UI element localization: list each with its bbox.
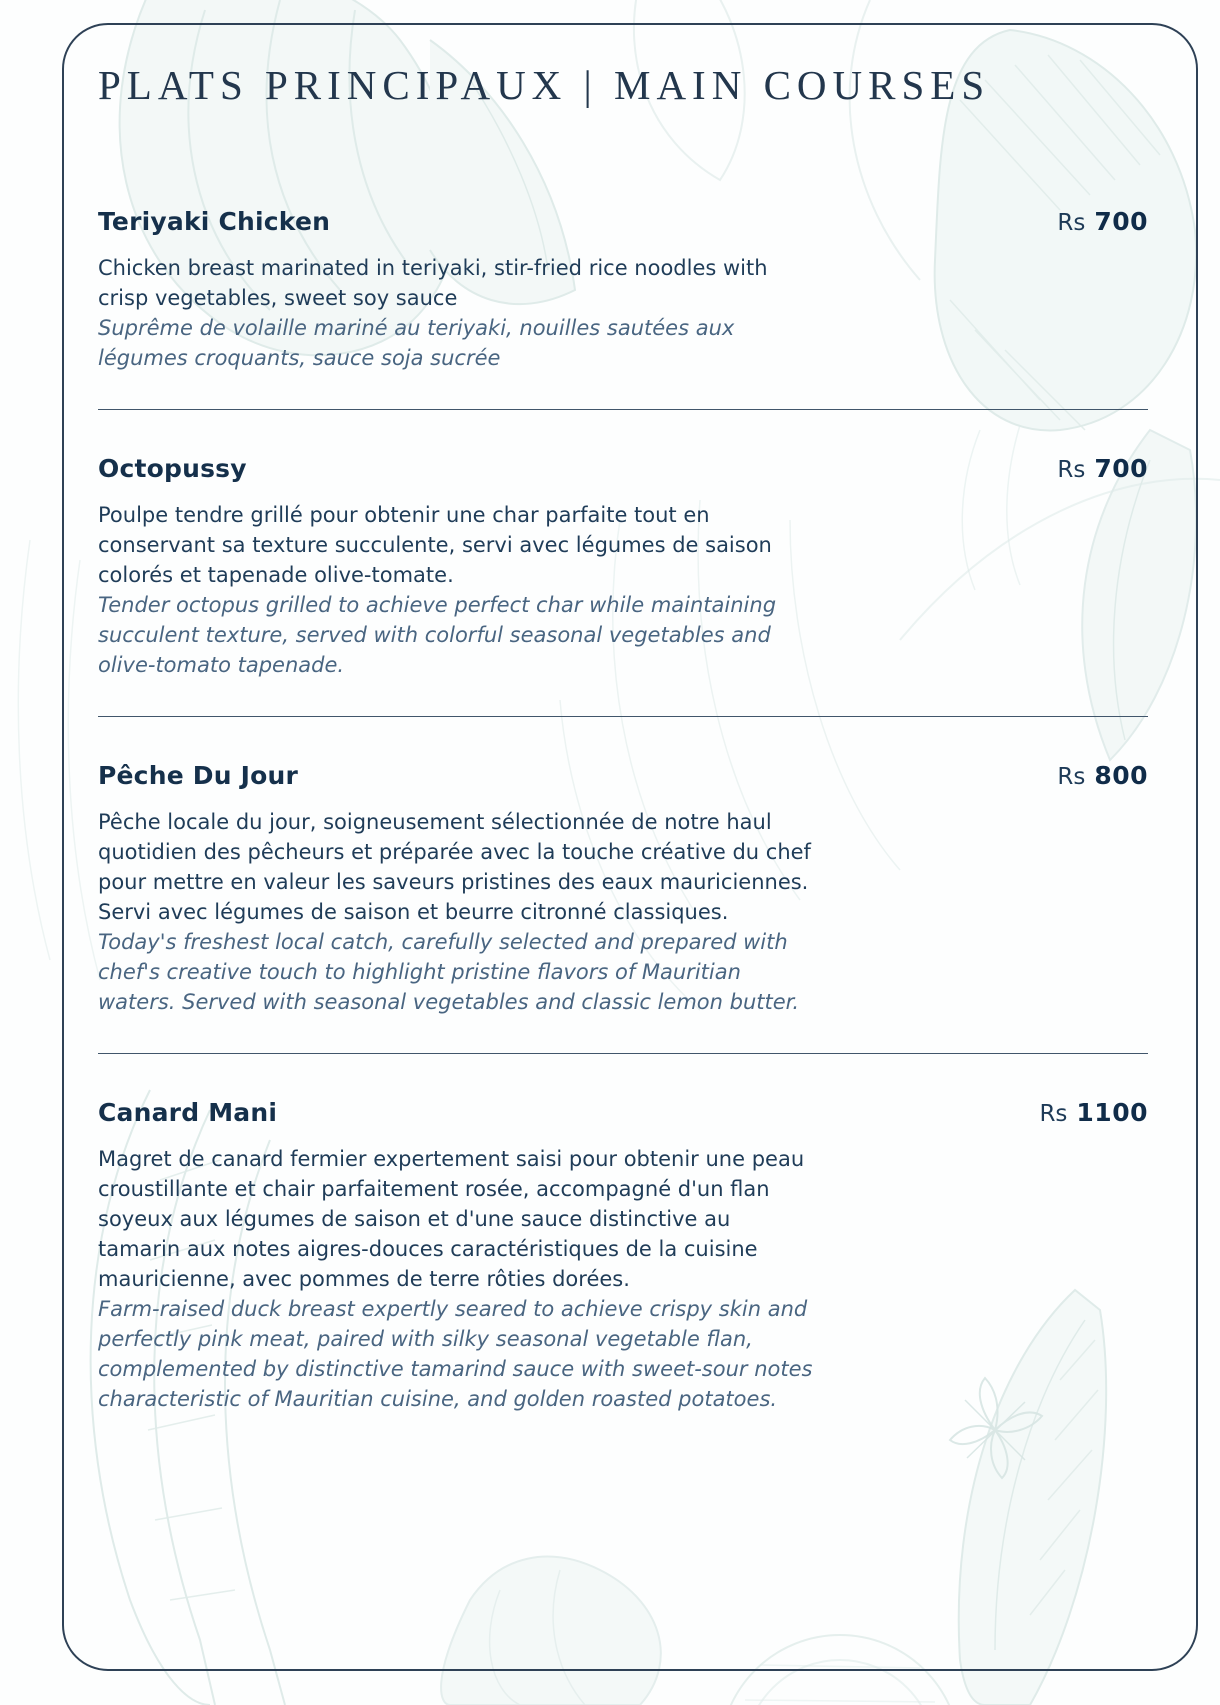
item-header [98, 761, 1148, 791]
menu-item-teriyaki-chicken [98, 207, 1148, 373]
dish-description-primary: Pêche locale du jour, soigneusement sélectionnée de notre haul quotidien des pêcheurs et préparée avec la touche créative du chef pour mettre en valeur les saveurs pristines des eaux mauriciennes. Servi avec légumes de saison et beurre citronné classiques. [98, 810, 811, 924]
dish-description-primary: Poulpe tendre grillé pour obtenir une char parfaite tout en conservant sa texture succulente, servi avec légumes de saison colorés et tapenade olive-tomate. [98, 503, 772, 587]
price-amount: 800 [1094, 761, 1148, 790]
price-currency: Rs [1057, 764, 1086, 790]
dish-name: Canard Mani [98, 1098, 278, 1127]
divider [98, 716, 1148, 717]
dish-price [1039, 1098, 1148, 1127]
menu-list [98, 207, 1148, 1414]
menu-item-canard-mani [98, 1098, 1148, 1414]
item-header [98, 454, 1148, 484]
divider [98, 409, 1148, 410]
dish-name: Octopussy [98, 454, 247, 483]
divider [98, 1053, 1148, 1054]
price-currency: Rs [1057, 210, 1086, 236]
item-header [98, 207, 1148, 237]
menu-item-octopussy [98, 454, 1148, 680]
dish-description-secondary: Farm-raised duck breast expertly seared to achieve crispy skin and perfectly pink meat, paired with silky seasonal vegetable flan, complemented by distinctive tamarind sauce with sweet-sour notes characteristic of Mauritian cuisine, and golden roasted potatoes. [98, 1297, 813, 1411]
dish-name: Pêche Du Jour [98, 761, 299, 790]
dish-price [1057, 761, 1148, 790]
dish-description-secondary: Tender octopus grilled to achieve perfect char while maintaining succulent texture, served with colorful seasonal vegetables and olive-tomato tapenade. [98, 593, 777, 677]
price-currency: Rs [1039, 1101, 1068, 1127]
page-title: PLATS PRINCIPAUX | MAIN COURSES [98, 62, 991, 108]
item-header [98, 1098, 1148, 1128]
dish-description-secondary: Today's freshest local catch, carefully selected and prepared with chef's creative touch to highlight pristine flavors of Mauritian waters. Served with seasonal vegetables and classic lemon butter. [98, 930, 800, 1014]
dish-price [1057, 207, 1148, 236]
dish-description-primary: Chicken breast marinated in teriyaki, stir-fried rice noodles with crisp vegetables, sweet soy sauce [98, 256, 768, 310]
price-amount: 700 [1094, 207, 1148, 236]
price-amount: 1100 [1076, 1098, 1148, 1127]
dish-description-secondary: Suprême de volaille mariné au teriyaki, nouilles sautées aux légumes croquants, sauce soja sucrée [98, 316, 735, 370]
menu-card [62, 23, 1198, 1671]
dish-name: Teriyaki Chicken [98, 207, 331, 236]
menu-item-peche-du-jour [98, 761, 1148, 1017]
dish-price [1057, 454, 1148, 483]
price-amount: 700 [1094, 454, 1148, 483]
dish-description-primary: Magret de canard fermier expertement saisi pour obtenir une peau croustillante et chair parfaitement rosée, accompagné d'un flan soyeux aux légumes de saison et d'une sauce distinctive au tamarin aux notes aigres-douces caractéristiques de la cuisine mauricienne, avec pommes de terre rôties dorées. [98, 1147, 805, 1291]
price-currency: Rs [1057, 457, 1086, 483]
